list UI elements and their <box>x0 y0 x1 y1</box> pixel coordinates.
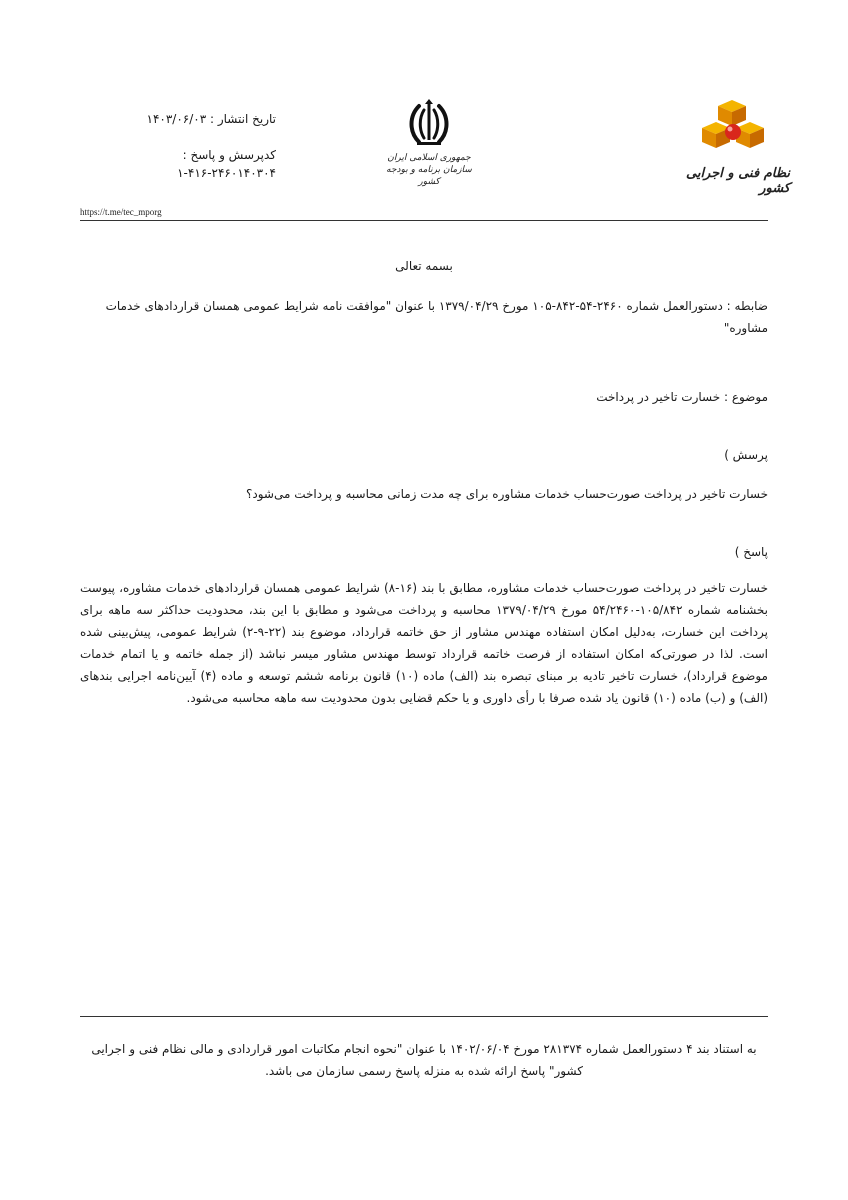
regulation-text: ضابطه : دستورالعمل شماره ۲۴۶۰-۵۴-۸۴۲-۱۰۵ مورخ ۱۳۷۹/۰۴/۲۹ با عنوان "موافقت نامه شرایط عمومی همسان قراردادهای خدمات مشاوره" <box>105 299 768 335</box>
footer-note: به استناد بند ۴ دستورالعمل شماره ۲۸۱۳۷۴ مورخ ۱۴۰۲/۰۶/۰۴ با عنوان "نحوه انجام مکاتبات امور قراردادی و مالی نظام فنی و اجرایی کشور" پاسخ ارائه شده به منزله پاسخ رسمی سازمان می باشد. <box>91 1042 757 1078</box>
footer-divider <box>80 1016 768 1017</box>
page-title: بسمه تعالی <box>395 259 453 273</box>
code-value: ۱-۴۱۶-۲۴۶۰۱۴۰۳۰۴ <box>177 166 276 180</box>
telegram-url[interactable]: https://t.me/tec_mporg <box>80 207 162 217</box>
question-label: پرسش ) <box>724 448 768 462</box>
answer-label: پاسخ ) <box>734 545 768 559</box>
document-meta <box>76 110 276 182</box>
publish-date: تاریخ انتشار : ۱۴۰۳/۰۶/۰۳ <box>146 112 276 126</box>
subject-text: موضوع : خسارت تاخیر در پرداخت <box>596 390 768 404</box>
code-label: کدپرسش و پاسخ : <box>182 148 276 162</box>
emblem-line-2: سازمان برنامه و بودجه کشور <box>386 165 472 187</box>
iran-emblem-icon <box>405 98 453 148</box>
technical-system-logo <box>680 98 790 198</box>
iran-emblem <box>384 98 474 198</box>
question-text: خسارت تاخیر در پرداخت صورت‌حساب خدمات مشاوره برای چه مدت زمانی محاسبه و پرداخت می‌شود؟ <box>246 487 768 501</box>
pyramid-blocks-icon <box>680 98 790 168</box>
answer-text: خسارت تاخیر در پرداخت صورت‌حساب خدمات مشاوره، مطابق با بند (۱۶-۸) شرایط عمومی همسان قراردادهای خدمات مشاوره، پیوست بخشنامه شماره ۱۰۵/۸۴۲-۵۴/۲۴۶۰ مورخ ۱۳۷۹/۰۴/۲۹ محاسبه و پرداخت می‌شود و مطابق با این بند، محدودیت حداکثر سه ماهه برای پرداخت این خسارت، به‌دلیل امکان استفاده مهندس مشاور از حق خاتمه قرارداد، موضوع بند (۲۲-۹-۲) شرایط عمومی، پیش‌بینی شده است. لذا در صورتی‌که امکان استفاده از فرصت خاتمه قرارداد توسط مهندس مشاور میسر نباشد (از جمله خاتمه و یا اتمام خدمات موضوع قرارداد)، خسارت تاخیر تادیه بر مبنای تبصره بند (الف) ماده (۱۰) قانون برنامه ششم توسعه و ماده (۴) آیین‌نامه اجرایی بندهای (الف) و (ب) ماده (۱۰) قانون یاد شده صرفا با رأی داوری و یا حکم قضایی بدون محدودیت سه ماهه محاسبه می‌شود. <box>80 581 768 705</box>
emblem-line-1: جمهوری اسلامی ایران <box>387 153 471 163</box>
header-divider <box>80 220 768 221</box>
technical-system-logo-text: نظام فنی و اجرایی کشور <box>685 166 790 196</box>
